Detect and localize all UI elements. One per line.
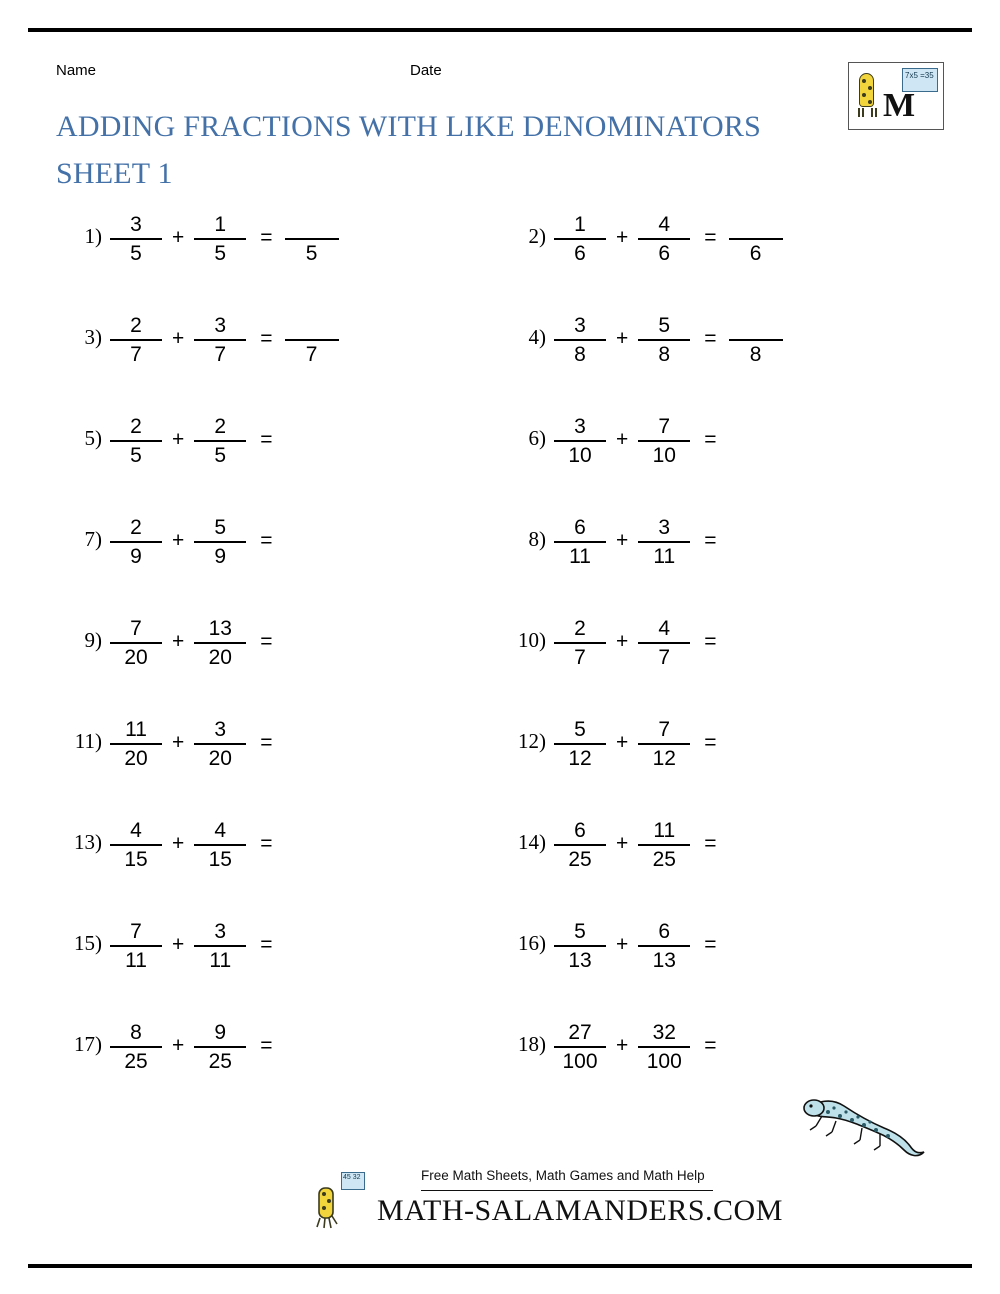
- logo-letter-m: M: [883, 87, 916, 124]
- footer: [28, 1144, 972, 1254]
- equals-operator: =: [260, 428, 273, 451]
- fraction-second: [194, 709, 246, 771]
- denominator: 8: [574, 342, 586, 366]
- numerator: 5: [658, 314, 671, 337]
- numerator: 32: [652, 1021, 676, 1044]
- problem-number: 15): [74, 931, 102, 955]
- equals-operator: =: [260, 933, 273, 956]
- numerator: 3: [214, 718, 227, 741]
- numerator: 6: [574, 819, 586, 842]
- problem-number: 18): [518, 1032, 546, 1056]
- plus-operator: +: [616, 832, 629, 855]
- answer-blank[interactable]: [729, 1012, 783, 1020]
- plus-operator: +: [172, 1034, 185, 1057]
- fraction-bar: [729, 339, 783, 341]
- numerator: 4: [658, 617, 671, 640]
- fraction-bar: [110, 238, 162, 240]
- fraction-first: [554, 305, 606, 367]
- answer-denominator: 8: [749, 342, 762, 366]
- answer-blank[interactable]: [729, 204, 783, 266]
- problem-number: 11): [74, 729, 102, 753]
- equals-operator: =: [704, 529, 717, 552]
- fraction-bar: [194, 440, 246, 442]
- problem-item: [500, 810, 944, 911]
- fraction-bar: [554, 238, 606, 240]
- denominator: 25: [208, 1049, 232, 1073]
- equals-operator: =: [260, 630, 273, 653]
- fraction-first: [110, 810, 162, 872]
- fraction-second: [194, 204, 246, 266]
- plus-operator: +: [616, 1034, 629, 1057]
- answer-blank[interactable]: [729, 911, 783, 919]
- fraction-second: [194, 507, 246, 569]
- fraction-second: [194, 810, 246, 872]
- problem-number: 9): [84, 628, 102, 652]
- footer-tagline: Free Math Sheets, Math Games and Math Help: [421, 1168, 705, 1183]
- plus-operator: +: [172, 731, 185, 754]
- denominator: 11: [209, 948, 232, 972]
- denominator: 9: [130, 544, 142, 568]
- problem-row: [56, 507, 944, 608]
- answer-blank[interactable]: [285, 810, 339, 818]
- plus-operator: +: [616, 226, 629, 249]
- numerator: 11: [653, 819, 676, 842]
- problem-item: [500, 507, 944, 608]
- denominator: 11: [125, 948, 147, 972]
- footer-salamander-icon: [313, 1172, 373, 1232]
- plus-operator: +: [172, 327, 185, 350]
- denominator: 7: [658, 645, 671, 669]
- denominator: 10: [652, 443, 676, 467]
- problem-number: 12): [518, 729, 546, 753]
- plus-operator: +: [172, 428, 185, 451]
- fraction-first: [110, 406, 162, 468]
- answer-blank[interactable]: [285, 608, 339, 616]
- numerator: 1: [574, 213, 586, 236]
- footer-url[interactable]: MATH-SALAMANDERS.COM: [377, 1194, 783, 1227]
- problem-item: [56, 406, 500, 507]
- numerator: 7: [130, 920, 142, 943]
- fraction-second: [194, 911, 246, 973]
- denominator: 5: [130, 241, 142, 265]
- answer-blank[interactable]: [729, 305, 783, 367]
- equals-operator: =: [260, 1034, 273, 1057]
- equals-operator: =: [704, 428, 717, 451]
- fraction-bar: [110, 541, 162, 543]
- problem-item: [500, 608, 944, 709]
- fraction-bar: [554, 945, 606, 947]
- fraction-bar: [638, 642, 690, 644]
- fraction-first: [110, 911, 162, 973]
- fraction-bar: [194, 238, 246, 240]
- plus-operator: +: [616, 529, 629, 552]
- numerator: 3: [214, 314, 227, 337]
- fraction-bar: [638, 440, 690, 442]
- fraction-first: [554, 507, 606, 569]
- numerator: 2: [130, 415, 142, 438]
- denominator: 12: [652, 746, 676, 770]
- equals-operator: =: [260, 731, 273, 754]
- denominator: 7: [574, 645, 586, 669]
- equals-operator: =: [260, 529, 273, 552]
- fraction-bar: [638, 743, 690, 745]
- problem-item: [56, 305, 500, 406]
- date-label: Date: [410, 62, 442, 79]
- problem-item: [56, 1012, 500, 1113]
- equals-operator: =: [704, 327, 717, 350]
- salamander-card-icon: 7x5 =35: [902, 68, 938, 92]
- fraction-bar: [110, 642, 162, 644]
- math-salamanders-logo: [848, 62, 944, 130]
- fraction-bar: [554, 844, 606, 846]
- numerator: 5: [214, 516, 227, 539]
- fraction-bar: [554, 440, 606, 442]
- denominator: 100: [562, 1049, 598, 1073]
- denominator: 6: [574, 241, 586, 265]
- numerator: 2: [130, 314, 142, 337]
- problem-item: [500, 911, 944, 1012]
- equals-operator: =: [704, 226, 717, 249]
- denominator: 5: [130, 443, 142, 467]
- denominator: 100: [646, 1049, 682, 1073]
- equals-operator: =: [704, 933, 717, 956]
- equals-operator: =: [704, 832, 717, 855]
- fraction-first: [110, 507, 162, 569]
- denominator: 13: [568, 948, 592, 972]
- numerator: 11: [125, 718, 147, 741]
- fraction-first: [554, 204, 606, 266]
- fraction-bar: [194, 642, 246, 644]
- answer-blank[interactable]: [285, 305, 339, 367]
- fraction-bar: [554, 642, 606, 644]
- fraction-second: [194, 1012, 246, 1074]
- problem-item: [500, 406, 944, 507]
- fraction-bar: [194, 743, 246, 745]
- answer-blank[interactable]: [285, 911, 339, 919]
- denominator: 25: [124, 1049, 148, 1073]
- fraction-bar: [285, 238, 339, 240]
- problem-row: [56, 204, 944, 305]
- numerator: 1: [214, 213, 227, 236]
- problem-row: [56, 810, 944, 911]
- answer-blank[interactable]: [729, 709, 783, 717]
- problem-item: [500, 204, 944, 305]
- fraction-first: [554, 709, 606, 771]
- fraction-bar: [554, 743, 606, 745]
- denominator: 11: [569, 544, 591, 568]
- equals-operator: =: [260, 327, 273, 350]
- fraction-bar: [638, 844, 690, 846]
- fraction-second: [638, 911, 690, 973]
- numerator: 3: [214, 920, 227, 943]
- plus-operator: +: [172, 933, 185, 956]
- fraction-second: [638, 204, 690, 266]
- denominator: 15: [124, 847, 148, 871]
- problem-number: 5): [84, 426, 102, 450]
- problem-item: [56, 608, 500, 709]
- fraction-second: [638, 305, 690, 367]
- lizard-illustration: [792, 1088, 932, 1162]
- problem-number: 4): [528, 325, 546, 349]
- fraction-bar: [554, 541, 606, 543]
- problem-item: [56, 204, 500, 305]
- fraction-first: [110, 1012, 162, 1074]
- denominator: 25: [652, 847, 676, 871]
- fraction-second: [194, 406, 246, 468]
- plus-operator: +: [616, 933, 629, 956]
- fraction-second: [194, 608, 246, 670]
- problem-row: [56, 709, 944, 810]
- equals-operator: =: [260, 832, 273, 855]
- problem-number: 6): [528, 426, 546, 450]
- title-line-2: SHEET 1: [56, 156, 173, 190]
- problem-number: 2): [528, 224, 546, 248]
- fraction-bar: [638, 1046, 690, 1048]
- denominator: 12: [568, 746, 592, 770]
- problem-row: [56, 406, 944, 507]
- denominator: 7: [214, 342, 227, 366]
- footer-logo: [313, 1164, 783, 1240]
- problem-item: [56, 911, 500, 1012]
- denominator: 5: [214, 443, 227, 467]
- fraction-bar: [554, 1046, 606, 1048]
- problem-number: 8): [528, 527, 546, 551]
- numerator: 4: [130, 819, 142, 842]
- fraction-second: [638, 608, 690, 670]
- numerator: 2: [214, 415, 227, 438]
- problem-item: [56, 709, 500, 810]
- denominator: 15: [208, 847, 232, 871]
- fraction-second: [638, 406, 690, 468]
- denominator: 20: [124, 746, 148, 770]
- plus-operator: +: [172, 630, 185, 653]
- plus-operator: +: [616, 731, 629, 754]
- plus-operator: +: [172, 832, 185, 855]
- problem-row: [56, 305, 944, 406]
- fraction-first: [554, 1012, 606, 1074]
- numerator: 7: [658, 415, 671, 438]
- fraction-bar: [194, 541, 246, 543]
- fraction-bar: [194, 945, 246, 947]
- problem-row: [56, 911, 944, 1012]
- problem-number: 17): [74, 1032, 102, 1056]
- footer-divider: [421, 1190, 713, 1191]
- problem-number: 7): [84, 527, 102, 551]
- worksheet-page: [28, 28, 972, 1268]
- denominator: 20: [208, 746, 232, 770]
- denominator: 13: [652, 948, 676, 972]
- numerator: 3: [574, 314, 586, 337]
- answer-blank[interactable]: [729, 608, 783, 616]
- fraction-bar: [194, 339, 246, 341]
- problem-number: 16): [518, 931, 546, 955]
- fraction-first: [554, 810, 606, 872]
- fraction-bar: [638, 541, 690, 543]
- problem-number: 1): [84, 224, 102, 248]
- worksheet-header: [28, 32, 972, 80]
- numerator: 6: [574, 516, 586, 539]
- problem-item: [56, 507, 500, 608]
- fraction-second: [194, 305, 246, 367]
- problem-number: 3): [84, 325, 102, 349]
- problem-item: [500, 305, 944, 406]
- fraction-bar: [638, 238, 690, 240]
- footer-card-icon: 45 32: [341, 1172, 365, 1190]
- plus-operator: +: [172, 226, 185, 249]
- answer-blank[interactable]: [285, 1012, 339, 1020]
- numerator: 6: [658, 920, 671, 943]
- fraction-bar: [638, 339, 690, 341]
- answer-blank[interactable]: [285, 204, 339, 266]
- plus-operator: +: [616, 630, 629, 653]
- equals-operator: =: [260, 226, 273, 249]
- numerator: 4: [658, 213, 671, 236]
- plus-operator: +: [616, 428, 629, 451]
- fraction-first: [554, 406, 606, 468]
- fraction-bar: [110, 440, 162, 442]
- numerator: 27: [568, 1021, 592, 1044]
- plus-operator: +: [616, 327, 629, 350]
- denominator: 25: [568, 847, 592, 871]
- equals-operator: =: [704, 1034, 717, 1057]
- problem-number: 10): [518, 628, 546, 652]
- fraction-bar: [285, 339, 339, 341]
- numerator: 3: [658, 516, 671, 539]
- answer-blank[interactable]: [729, 810, 783, 818]
- denominator: 6: [658, 241, 671, 265]
- page-title: [56, 104, 816, 197]
- denominator: 8: [658, 342, 671, 366]
- numerator: 9: [214, 1021, 227, 1044]
- numerator: 4: [214, 819, 227, 842]
- fraction-bar: [110, 339, 162, 341]
- answer-blank[interactable]: [285, 709, 339, 717]
- title-line-1: ADDING FRACTIONS WITH LIKE DENOMINATORS: [56, 110, 762, 143]
- numerator: 3: [130, 213, 142, 236]
- fraction-bar: [729, 238, 783, 240]
- problem-row: [56, 608, 944, 709]
- fraction-bar: [110, 1046, 162, 1048]
- denominator: 9: [214, 544, 227, 568]
- answer-blank[interactable]: [285, 406, 339, 414]
- denominator: 10: [568, 443, 592, 467]
- numerator: 13: [208, 617, 232, 640]
- name-label: Name: [56, 62, 97, 79]
- fraction-first: [110, 204, 162, 266]
- numerator: 5: [574, 718, 586, 741]
- denominator: 5: [214, 241, 227, 265]
- numerator: 7: [658, 718, 671, 741]
- numerator: 2: [130, 516, 142, 539]
- fraction-bar: [194, 1046, 246, 1048]
- plus-operator: +: [172, 529, 185, 552]
- fraction-bar: [110, 844, 162, 846]
- numerator: 5: [574, 920, 586, 943]
- fraction-bar: [110, 945, 162, 947]
- fraction-first: [110, 305, 162, 367]
- denominator: 11: [653, 544, 676, 568]
- problem-item: [500, 709, 944, 810]
- answer-denominator: 6: [749, 241, 762, 265]
- fraction-bar: [110, 743, 162, 745]
- numerator: 2: [574, 617, 586, 640]
- fraction-second: [638, 810, 690, 872]
- numerator: 7: [130, 617, 142, 640]
- equals-operator: =: [704, 630, 717, 653]
- salamander-icon: [857, 73, 879, 117]
- denominator: 20: [208, 645, 232, 669]
- answer-blank[interactable]: [285, 507, 339, 515]
- fraction-second: [638, 709, 690, 771]
- equals-operator: =: [704, 731, 717, 754]
- numerator: 8: [130, 1021, 142, 1044]
- answer-denominator: 7: [305, 342, 318, 366]
- numerator: 3: [574, 415, 586, 438]
- fraction-first: [554, 911, 606, 973]
- fraction-bar: [638, 945, 690, 947]
- fraction-second: [638, 507, 690, 569]
- answer-blank[interactable]: [729, 406, 783, 414]
- denominator: 7: [130, 342, 142, 366]
- problem-number: 14): [518, 830, 546, 854]
- problems-grid: [56, 204, 944, 1113]
- answer-blank[interactable]: [729, 507, 783, 515]
- fraction-first: [110, 608, 162, 670]
- problem-number: 13): [74, 830, 102, 854]
- denominator: 20: [124, 645, 148, 669]
- answer-denominator: 5: [305, 241, 318, 265]
- fraction-bar: [554, 339, 606, 341]
- fraction-first: [110, 709, 162, 771]
- fraction-bar: [194, 844, 246, 846]
- problem-item: [56, 810, 500, 911]
- fraction-second: [638, 1012, 690, 1074]
- fraction-first: [554, 608, 606, 670]
